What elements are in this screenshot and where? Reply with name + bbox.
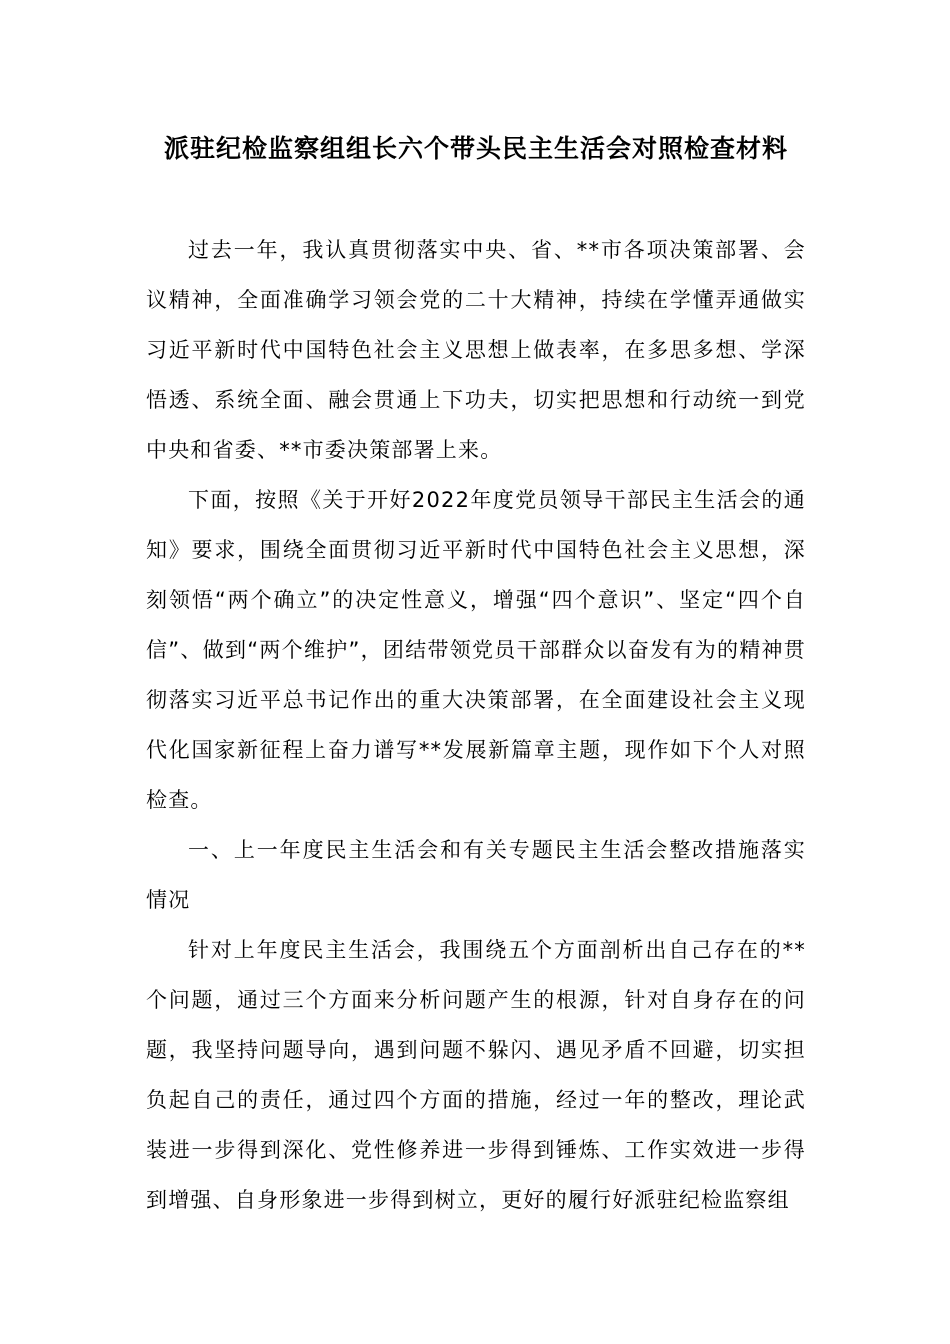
- paragraph-rectification: 针对上年度民主生活会，我围绕五个方面剖析出自己存在的**个问题，通过三个方面来分析问题产生的根源，针对自身存在的问题，我坚持问题导向，遇到问题不躲闪、遇见矛盾不回避，切实担负起自己的责任，通过四个方面的措施，经过一年的整改，理论武装进一步得到深化、党性修养进一步得到锤炼、工作实效进一步得到增强、自身形象进一步得到树立，更好的履行好派驻纪检监察组: [146, 938, 806, 1212]
- document-title: 派驻纪检监察组组长六个带头民主生活会对照检查材料: [163, 134, 788, 163]
- paragraph-basis: 下面，按照《关于开好2022年度党员领导干部民主生活会的通知》要求，围绕全面贯彻习近平新时代中国特色社会主义思想，深刻领悟“两个确立”的决定性意义，增强“四个意识”、坚定“四个自信”、做到“两个维护”，团结带领党员干部群众以奋发有为的精神贯彻落实习近平总书记作出的重大决策部署，在全面建设社会主义现代化国家新征程上奋力谱写**发展新篇章主题，现作如下个人对照检查。: [146, 488, 806, 812]
- section-heading-1: 一、上一年度民主生活会和有关专题民主生活会整改措施落实情况: [146, 838, 806, 912]
- document-body: [146, 225, 806, 1225]
- paragraph-intro: 过去一年，我认真贯彻落实中央、省、**市各项决策部署、会议精神，全面准确学习领会党的二十大精神，持续在学懂弄通做实习近平新时代中国特色社会主义思想上做表率，在多思多想、学深悟透、系统全面、融会贯通上下功夫，切实把思想和行动统一到党中央和省委、**市委决策部署上来。: [146, 238, 806, 462]
